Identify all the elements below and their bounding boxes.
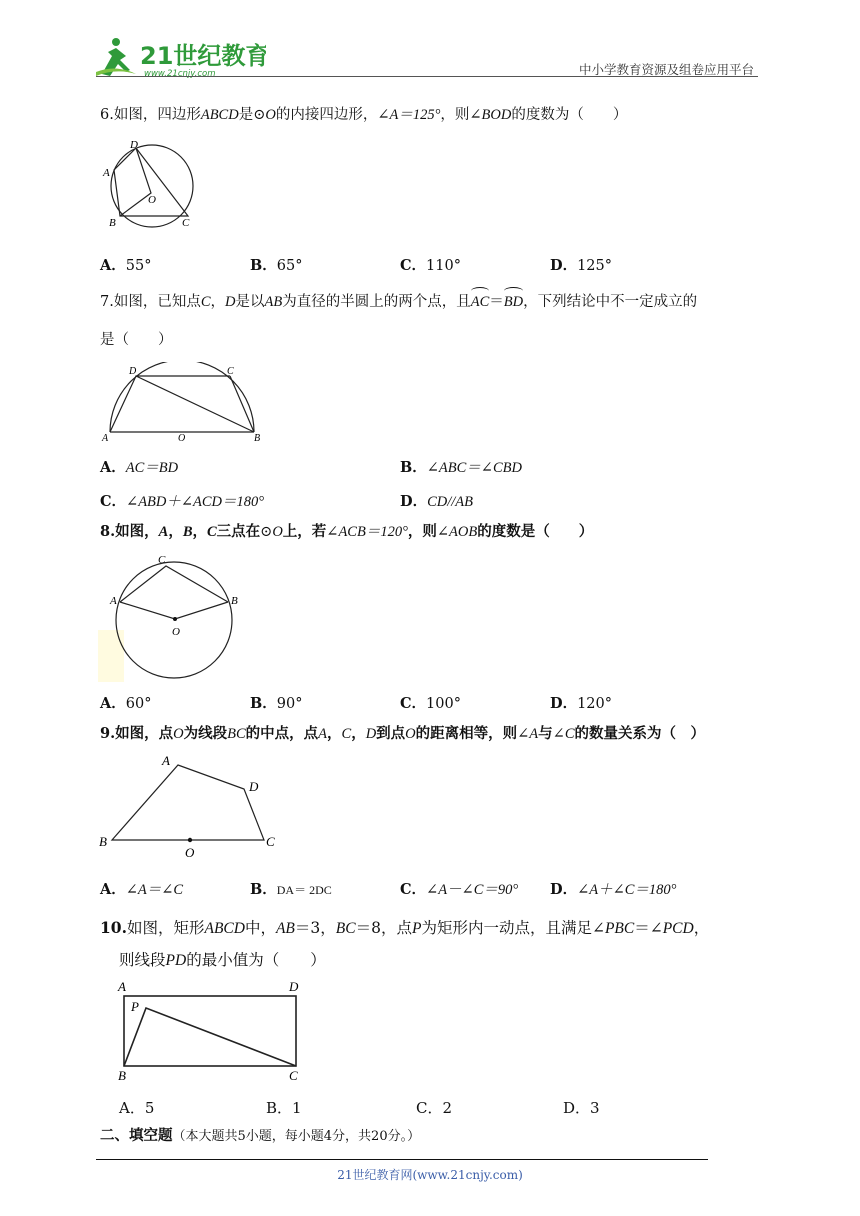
q7-figure (100, 362, 266, 448)
q7-stem-line1: 7.如图，已知点C，D是以AB为直径的半圆上的两个点，且AC＝BD，下列结论中不一定成立的 (100, 291, 697, 313)
svg-text:O: O (185, 845, 195, 860)
q8-stem: 8.如图，A，B，C三点在⊙O上，若∠ACB＝120°，则∠AOB的度数是（ ） (100, 523, 594, 540)
svg-text:D: D (289, 979, 299, 994)
q8-option-b[interactable]: B．90° (250, 695, 303, 712)
svg-text:B: B (231, 595, 238, 607)
q9-option-b[interactable]: B．DA＝ 2DC (250, 881, 332, 898)
q8-figure (98, 552, 244, 686)
svg-text:C: C (227, 366, 234, 377)
q6-option-c[interactable]: C．110° (400, 257, 461, 274)
svg-text:O: O (148, 194, 156, 206)
q7-option-a[interactable]: A．AC＝BD (100, 459, 179, 476)
svg-text:D: D (129, 366, 137, 377)
site-logo (96, 34, 266, 80)
q9-figure (96, 752, 286, 864)
logo-url: www.21cnjy.com (144, 69, 216, 79)
svg-text:B: B (254, 433, 261, 444)
q6-option-b[interactable]: B．65° (250, 257, 303, 274)
q8-option-d[interactable]: D．120° (550, 695, 613, 712)
q6-stem: 6.如图，四边形ABCD是⊙O的内接四边形，∠A＝125°，则∠BOD的度数为（ ） (100, 107, 628, 123)
q7-stem-line2: 是（ ） (100, 332, 173, 348)
svg-text:O: O (178, 433, 186, 444)
svg-text:A: A (102, 433, 109, 444)
q9-option-c[interactable]: C．∠A－∠C＝90° (400, 881, 519, 898)
footer-text: 21世纪教育网(www.21cnjy.com) (337, 1168, 523, 1182)
q6-figure (100, 136, 200, 238)
svg-text:A: A (118, 979, 126, 994)
svg-text:C: C (158, 554, 166, 566)
q10-option-c[interactable]: C．2 (416, 1099, 453, 1117)
site-tagline: 中小学教育资源及组卷应用平台 (578, 62, 754, 77)
svg-text:A: A (103, 167, 110, 179)
q7-option-d[interactable]: D．CD//AB (400, 493, 473, 510)
q9-option-a[interactable]: A．∠A＝∠C (100, 881, 184, 898)
q6-option-a[interactable]: A．55° (100, 257, 152, 274)
svg-text:C: C (182, 217, 190, 229)
q10-option-a[interactable]: A．5 (119, 1099, 155, 1117)
header-divider (96, 76, 758, 77)
q9-stem: 9.如图，点O为线段BC的中点，点A，C，D到点O的距离相等，则∠A与∠C的数量关系为（ ） (100, 725, 705, 742)
svg-text:O: O (172, 626, 180, 638)
svg-text:B: B (118, 1068, 126, 1083)
q9-option-d[interactable]: D．∠A＋∠C＝180° (550, 881, 677, 898)
q8-option-c[interactable]: C．100° (400, 695, 461, 712)
section2-heading: 二、填空题（本大题共5小题，每小题4分，共20分。） (100, 1127, 421, 1144)
footer-divider (96, 1159, 708, 1160)
svg-text:D: D (249, 779, 259, 794)
svg-text:C: C (289, 1068, 298, 1083)
q10-stem-line2: 则线段PD的最小值为（ ） (119, 951, 326, 969)
q7-option-b[interactable]: B．∠ABC＝∠CBD (400, 459, 522, 476)
svg-text:P: P (131, 999, 139, 1014)
q7-option-c[interactable]: C．∠ABD＋∠ACD＝180° (100, 493, 265, 510)
svg-text:A: A (110, 595, 117, 607)
svg-text:B: B (109, 217, 116, 229)
q10-figure (112, 976, 312, 1090)
q10-option-d[interactable]: D．3 (563, 1099, 600, 1117)
logo-text: 21世纪教育 (140, 42, 266, 70)
svg-text:A: A (162, 753, 170, 768)
q6-option-d[interactable]: D．125° (550, 257, 613, 274)
q10-option-b[interactable]: B．1 (266, 1099, 302, 1117)
svg-text:B: B (99, 834, 107, 849)
q8-option-a[interactable]: A．60° (100, 695, 152, 712)
q10-stem-line1: 10.如图，矩形ABCD中，AB＝3，BC＝8，点P为矩形内一动点，且满足∠PBC＝∠PCD， (100, 918, 710, 937)
svg-text:D: D (130, 139, 138, 151)
svg-text:C: C (266, 834, 275, 849)
